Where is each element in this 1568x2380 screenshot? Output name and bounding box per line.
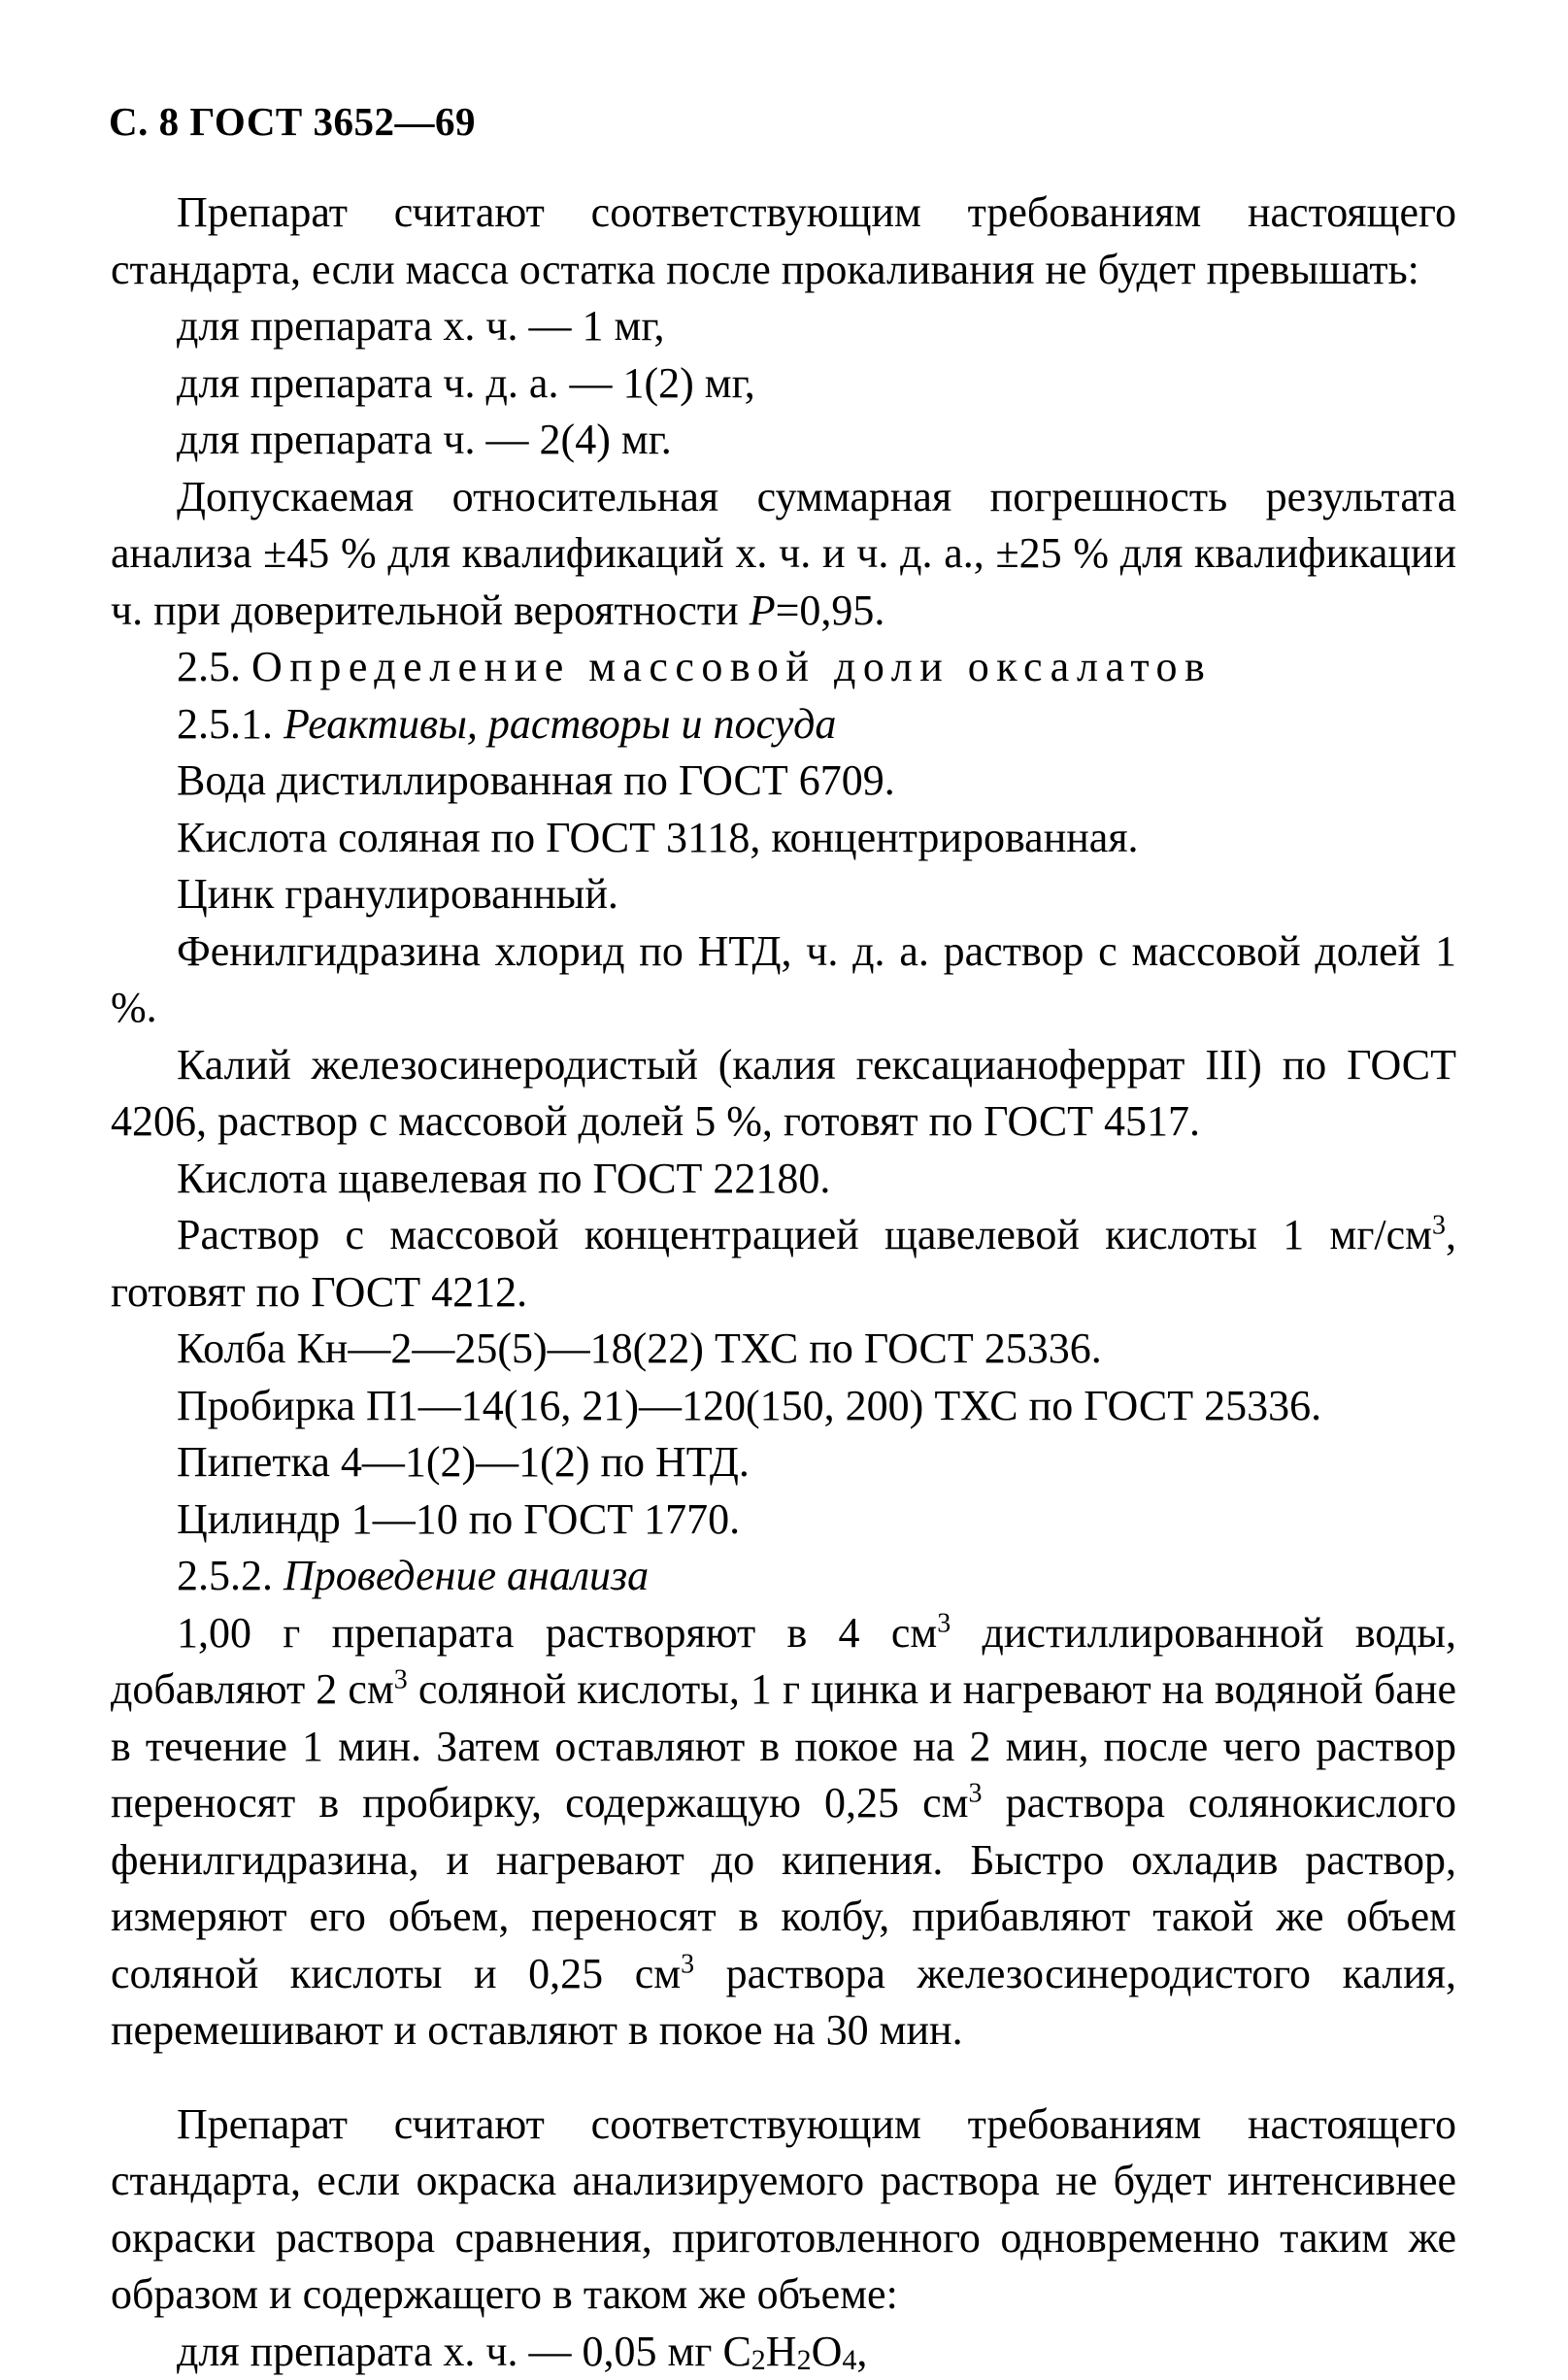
reagent-text: Раствор с массовой концентрацией щавелевой кислоты 1 мг/см — [177, 1211, 1432, 1258]
paragraph-ignition-residue: Препарат считают соответствующим требованиям настоящего стандарта, если масса остатка после прокаливания не будет превышать: — [111, 184, 1456, 298]
analysis-procedure — [111, 1605, 1456, 2060]
equipment-item: Пипетка 4—1(2)—1(2) по НТД. — [111, 1434, 1456, 1492]
paragraph-error-margin — [111, 469, 1456, 640]
subsection-number: 2.5.2. — [177, 1552, 273, 1599]
section-number: 2.5. — [177, 643, 241, 690]
limit-line-2: для препарата ч. д. а. — 1(2) мг, — [111, 355, 1456, 413]
subsection-title: Проведение анализа — [284, 1552, 649, 1599]
formula-text: , — [856, 2328, 867, 2375]
probability-value: =0,95. — [776, 587, 885, 634]
equipment-item: Колба Кн—2—25(5)—18(22) ТХС по ГОСТ 25336. — [111, 1321, 1456, 1378]
equipment-item: Пробирка П1—14(16, 21)—120(150, 200) ТХС по ГОСТ 25336. — [111, 1378, 1456, 1435]
section-2-5-2-heading — [111, 1548, 1456, 1605]
superscript: 3 — [394, 1664, 408, 1694]
section-2-5-1-heading — [111, 696, 1456, 754]
oxalate-limit-line — [111, 2324, 1456, 2380]
reagent-item: Цинк гранулированный. — [111, 866, 1456, 923]
reagent-item: Фенилгидразина хлорид по НТД, ч. д. а. раствор с массовой долей 1 %. — [111, 923, 1456, 1037]
procedure-text: соляной кислоты, 1 г цинка и нагревают на водяной бане в течение 1 мин. Затем оставляют в покое на 2 мин, после чего раствор переносят в пробирку, содержащую 0,25 см — [111, 1665, 1456, 1827]
reagent-item: Кислота соляная по ГОСТ 3118, концентрированная. — [111, 810, 1456, 867]
subscript: 2 — [751, 2344, 766, 2376]
equipment-item: Цилиндр 1—10 по ГОСТ 1770. — [111, 1492, 1456, 1549]
document-body — [111, 184, 1456, 2380]
probability-symbol: Р — [750, 587, 776, 634]
superscript: 3 — [968, 1778, 982, 1808]
subsection-number: 2.5.1. — [177, 700, 273, 748]
subscript: 4 — [842, 2344, 856, 2376]
paragraph-compliance: Препарат считают соответствующим требованиям настоящего стандарта, если окраска анализируемого раствора не будет интенсивнее окраски раствора сравнения, приготовленного одновременно таким же образом и содержащего в таком же объеме: — [111, 2096, 1456, 2324]
error-text: Допускаемая относительная суммарная погрешность результата анализа ±45 % для квалификаций х. ч. и ч. д. а., ±25 % для квалификации ч. при доверительной вероятности — [111, 473, 1456, 634]
reagent-item: Вода дистиллированная по ГОСТ 6709. — [111, 753, 1456, 810]
limit-line-1: для препарата х. ч. — 1 мг, — [111, 298, 1456, 355]
superscript: 3 — [937, 1608, 951, 1638]
reagent-item: Кислота щавелевая по ГОСТ 22180. — [111, 1151, 1456, 1208]
section-2-5-heading — [111, 639, 1456, 696]
reagent-item: Калий железосинеродистый (калия гексацианоферрат III) по ГОСТ 4206, раствор с массовой долей 5 %, готовят по ГОСТ 4517. — [111, 1037, 1456, 1151]
superscript: 3 — [1432, 1210, 1446, 1240]
subsection-title: Реактивы, растворы и посуда — [284, 700, 836, 748]
limit-line-3: для препарата ч. — 2(4) мг. — [111, 412, 1456, 469]
section-title: Определение массовой доли оксалатов — [251, 643, 1212, 690]
formula-text: О — [812, 2328, 843, 2375]
limit-text: для препарата х. ч. — 0,05 мг С — [177, 2328, 751, 2375]
procedure-text: раствора солянокислого фенилгидразина, и нагревают до кипения. Быстро охладив раствор, измеряют его объем, переносят в колбу, прибавляют такой же объем соляной кислоты и 0,25 см — [111, 1779, 1456, 1997]
page-header: С. 8 ГОСТ 3652—69 — [109, 97, 476, 146]
superscript: 3 — [681, 1949, 694, 1979]
procedure-text: раствора железосинеродистого калия, перемешивают и оставляют в покое на 30 мин. — [111, 1950, 1456, 2055]
reagent-item — [111, 1207, 1456, 1321]
subscript: 2 — [797, 2344, 812, 2376]
formula-text: Н — [766, 2328, 797, 2375]
procedure-text: 1,00 г препарата растворяют в 4 см — [177, 1609, 937, 1657]
procedure-text: дистиллированной воды, добавляют 2 см — [111, 1609, 1456, 1714]
reagent-text: , готовят по ГОСТ 4212. — [111, 1211, 1456, 1316]
